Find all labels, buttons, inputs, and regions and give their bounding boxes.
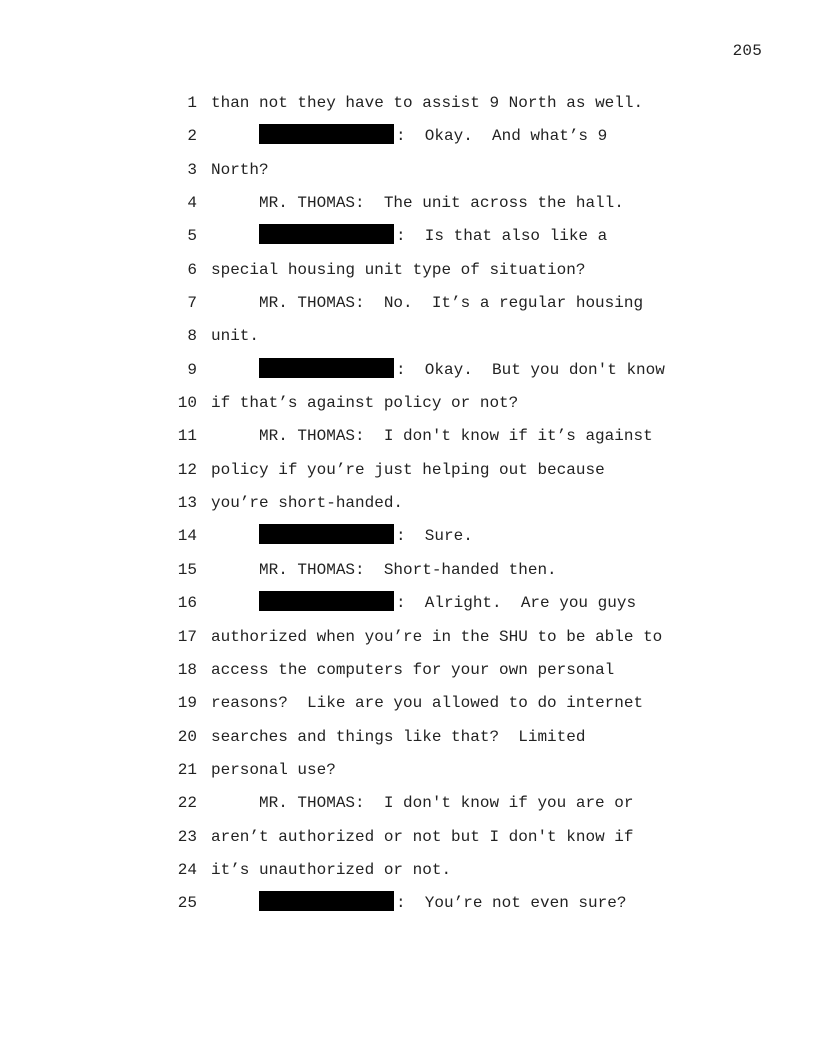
line-content: MR. THOMAS: I don't know if you are or (259, 794, 634, 813)
line-number: 6 (187, 260, 197, 279)
line-number: 12 (177, 460, 197, 479)
line-content: : Is that also like a (396, 227, 608, 246)
line-content: special housing unit type of situation? (211, 260, 586, 279)
line-content: personal use? (211, 760, 336, 779)
line-text (259, 120, 607, 153)
transcript-line (0, 287, 816, 320)
line-text (211, 821, 633, 854)
line-text (211, 854, 451, 887)
line-text (259, 554, 557, 587)
line-number: 3 (187, 160, 197, 179)
transcript-line (0, 654, 816, 687)
line-content: authorized when you’re in the SHU to be able to (211, 627, 663, 646)
transcript-line (0, 220, 816, 253)
transcript-line (0, 520, 816, 553)
line-content: MR. THOMAS: Short-handed then. (259, 560, 557, 579)
redaction-block (259, 524, 394, 544)
line-number: 13 (177, 494, 197, 513)
line-text (211, 621, 662, 654)
line-text (211, 254, 585, 287)
line-text (211, 320, 259, 353)
transcript-line (0, 854, 816, 887)
line-number: 7 (187, 294, 197, 313)
line-text (259, 520, 473, 553)
line-content: MR. THOMAS: No. It’s a regular housing (259, 294, 644, 313)
line-text (259, 787, 633, 820)
redaction-block (259, 358, 394, 378)
transcript-body (0, 87, 816, 921)
line-number: 25 (177, 894, 197, 913)
line-number: 22 (177, 794, 197, 813)
line-content: : Sure. (396, 527, 473, 546)
line-number: 10 (177, 394, 197, 413)
line-text (259, 287, 643, 320)
transcript-line (0, 120, 816, 153)
line-content: it’s unauthorized or not. (211, 860, 452, 879)
line-text (259, 220, 607, 253)
redaction-block (259, 591, 394, 611)
line-text (259, 354, 665, 387)
redaction-block (259, 124, 394, 144)
line-text (211, 654, 614, 687)
transcript-line (0, 320, 816, 353)
line-text (259, 187, 624, 220)
transcript-line (0, 420, 816, 453)
line-content: if that’s against policy or not? (211, 394, 519, 413)
line-number: 4 (187, 194, 197, 213)
transcript-line (0, 487, 816, 520)
transcript-line (0, 454, 816, 487)
line-text (211, 87, 643, 120)
line-text (211, 454, 605, 487)
line-text (211, 387, 518, 420)
transcript-line (0, 354, 816, 387)
line-content: : Alright. Are you guys (396, 594, 637, 613)
line-number: 23 (177, 827, 197, 846)
line-number: 9 (187, 360, 197, 379)
line-number: 16 (177, 594, 197, 613)
transcript-line (0, 554, 816, 587)
page-number: 205 (732, 42, 762, 60)
line-number: 15 (177, 560, 197, 579)
transcript-line (0, 387, 816, 420)
transcript-line (0, 187, 816, 220)
line-text (211, 721, 585, 754)
line-number: 2 (187, 127, 197, 146)
line-content: unit. (211, 327, 260, 346)
transcript-line (0, 254, 816, 287)
line-content: North? (211, 160, 269, 179)
line-number: 21 (177, 760, 197, 779)
transcript-line (0, 154, 816, 187)
transcript-line (0, 787, 816, 820)
line-content: searches and things like that? Limited (211, 727, 586, 746)
transcript-line (0, 87, 816, 120)
line-content: access the computers for your own personal (211, 660, 615, 679)
line-content: : You’re not even sure? (396, 894, 627, 913)
line-content: than not they have to assist 9 North as well. (211, 94, 644, 112)
transcript-line (0, 887, 816, 920)
line-content: MR. THOMAS: The unit across the hall. (259, 194, 624, 213)
line-content: reasons? Like are you allowed to do internet (211, 694, 644, 713)
transcript-line (0, 687, 816, 720)
redaction-block (259, 224, 394, 244)
line-text (211, 687, 643, 720)
line-number: 18 (177, 660, 197, 679)
line-content: you’re short-handed. (211, 494, 404, 513)
line-text (211, 754, 336, 787)
line-content: : Okay. And what’s 9 (396, 127, 608, 146)
line-content: aren’t authorized or not but I don't know if (211, 827, 634, 846)
line-number: 5 (187, 227, 197, 246)
transcript-line (0, 721, 816, 754)
transcript-line (0, 621, 816, 654)
line-number: 14 (177, 527, 197, 546)
line-number: 1 (187, 94, 197, 112)
line-number: 11 (177, 427, 197, 446)
transcript-line (0, 587, 816, 620)
line-text (259, 420, 653, 453)
line-number: 17 (177, 627, 197, 646)
line-text (259, 887, 626, 920)
line-text (211, 487, 403, 520)
line-number: 20 (177, 727, 197, 746)
line-content: policy if you’re just helping out because (211, 460, 605, 479)
transcript-line (0, 821, 816, 854)
line-number: 24 (177, 860, 197, 879)
transcript-line (0, 754, 816, 787)
line-content: : Okay. But you don't know (396, 360, 665, 379)
line-text (211, 154, 269, 187)
line-content: MR. THOMAS: I don't know if it’s against (259, 427, 653, 446)
line-number: 8 (187, 327, 197, 346)
line-text (259, 587, 636, 620)
line-number: 19 (177, 694, 197, 713)
redaction-block (259, 891, 394, 911)
